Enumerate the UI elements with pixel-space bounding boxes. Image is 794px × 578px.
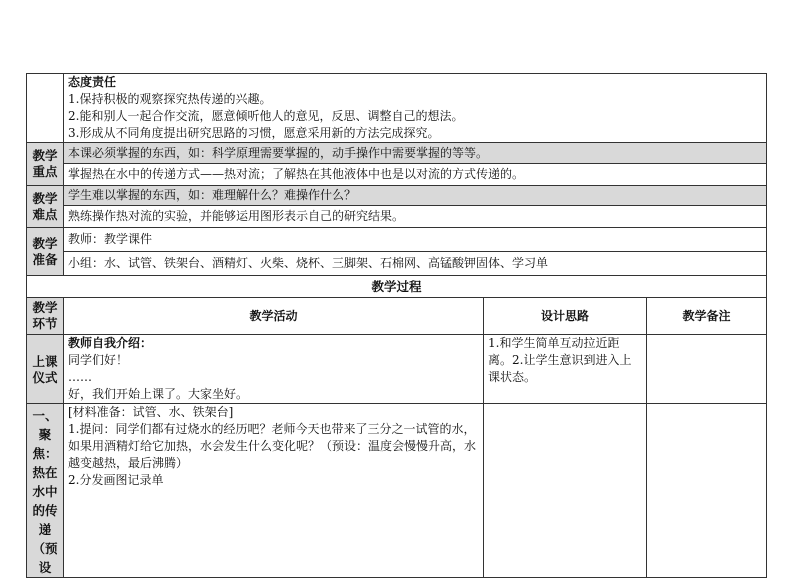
header-activity: 教学活动 <box>64 298 484 335</box>
header-step: 教学环节 <box>27 298 64 335</box>
preparation-group: 小组：水、试管、铁架台、酒精灯、火柴、烧杯、三脚架、石棉网、高锰酸钾固体、学习单 <box>64 252 767 276</box>
difficulties-hint: 学生难以掌握的东西，如：难理解什么？难操作什么？ <box>64 186 767 206</box>
preparation-label: 教学准备 <box>27 228 64 276</box>
table-row-step: 上课仪式 <box>27 335 64 404</box>
activity-line: 1.提问：同学们都有过烧水的经历吧？老师今天也带来了三分之一试管的水，如果用酒精灯给它加热，水会发生什么变化呢？（预设：温度会慢慢升高，水越变越热，最后沸腾） <box>68 422 477 470</box>
preparation-teacher: 教师：教学课件 <box>64 228 767 252</box>
activity-line: 2.分发画图记录单 <box>68 473 164 487</box>
activity-line: [材料准备：试管、水、铁架台] <box>68 405 234 419</box>
key-points-label: 教学重点 <box>27 143 64 186</box>
lesson-plan-table <box>26 73 767 578</box>
table-row-activity <box>64 404 484 578</box>
header-notes: 教学备注 <box>647 298 767 335</box>
attitude-cell <box>64 74 767 143</box>
attitude-line-2: 2.能和别人一起合作交流，愿意倾听他人的意见，反思、调整自己的想法。 <box>68 109 464 123</box>
attitude-line-1: 1.保持积极的观察探究热传递的兴趣。 <box>68 92 272 106</box>
activity-line: …… <box>68 370 92 384</box>
difficulties-label: 教学难点 <box>27 186 64 228</box>
activity-line: 同学们好！ <box>68 353 129 367</box>
attitude-line-3: 3.形成从不同角度提出研究思路的习惯，愿意采用新的方法完成探究。 <box>68 126 440 140</box>
key-points-hint: 本课必须掌握的东西，如：科学原理需要掌握的，动手操作中需要掌握的等等。 <box>64 143 767 164</box>
table-row-step: 一、聚焦：热在水中的传递（预设 <box>27 404 64 578</box>
table-row-design: 1.和学生简单互动拉近距离。2.让学生意识到进入上课状态。 <box>484 335 647 404</box>
activity-line: 教师自我介绍： <box>68 336 153 350</box>
table-row-activity <box>64 335 484 404</box>
table-row-notes <box>647 335 767 404</box>
activity-line: 好，我们开始上课了。大家坐好。 <box>68 387 249 401</box>
difficulties-content: 熟练操作热对流的实验，并能够运用图形表示自己的研究结果。 <box>64 206 767 228</box>
key-points-content: 掌握热在水中的传递方式——热对流；了解热在其他液体中也是以对流的方式传递的。 <box>64 164 767 186</box>
process-title: 教学过程 <box>27 276 767 298</box>
header-design: 设计思路 <box>484 298 647 335</box>
table-row-design <box>484 404 647 578</box>
attitude-title: 态度责任 <box>68 75 117 89</box>
attitude-label-cell <box>27 74 64 143</box>
table-row-notes <box>647 404 767 578</box>
